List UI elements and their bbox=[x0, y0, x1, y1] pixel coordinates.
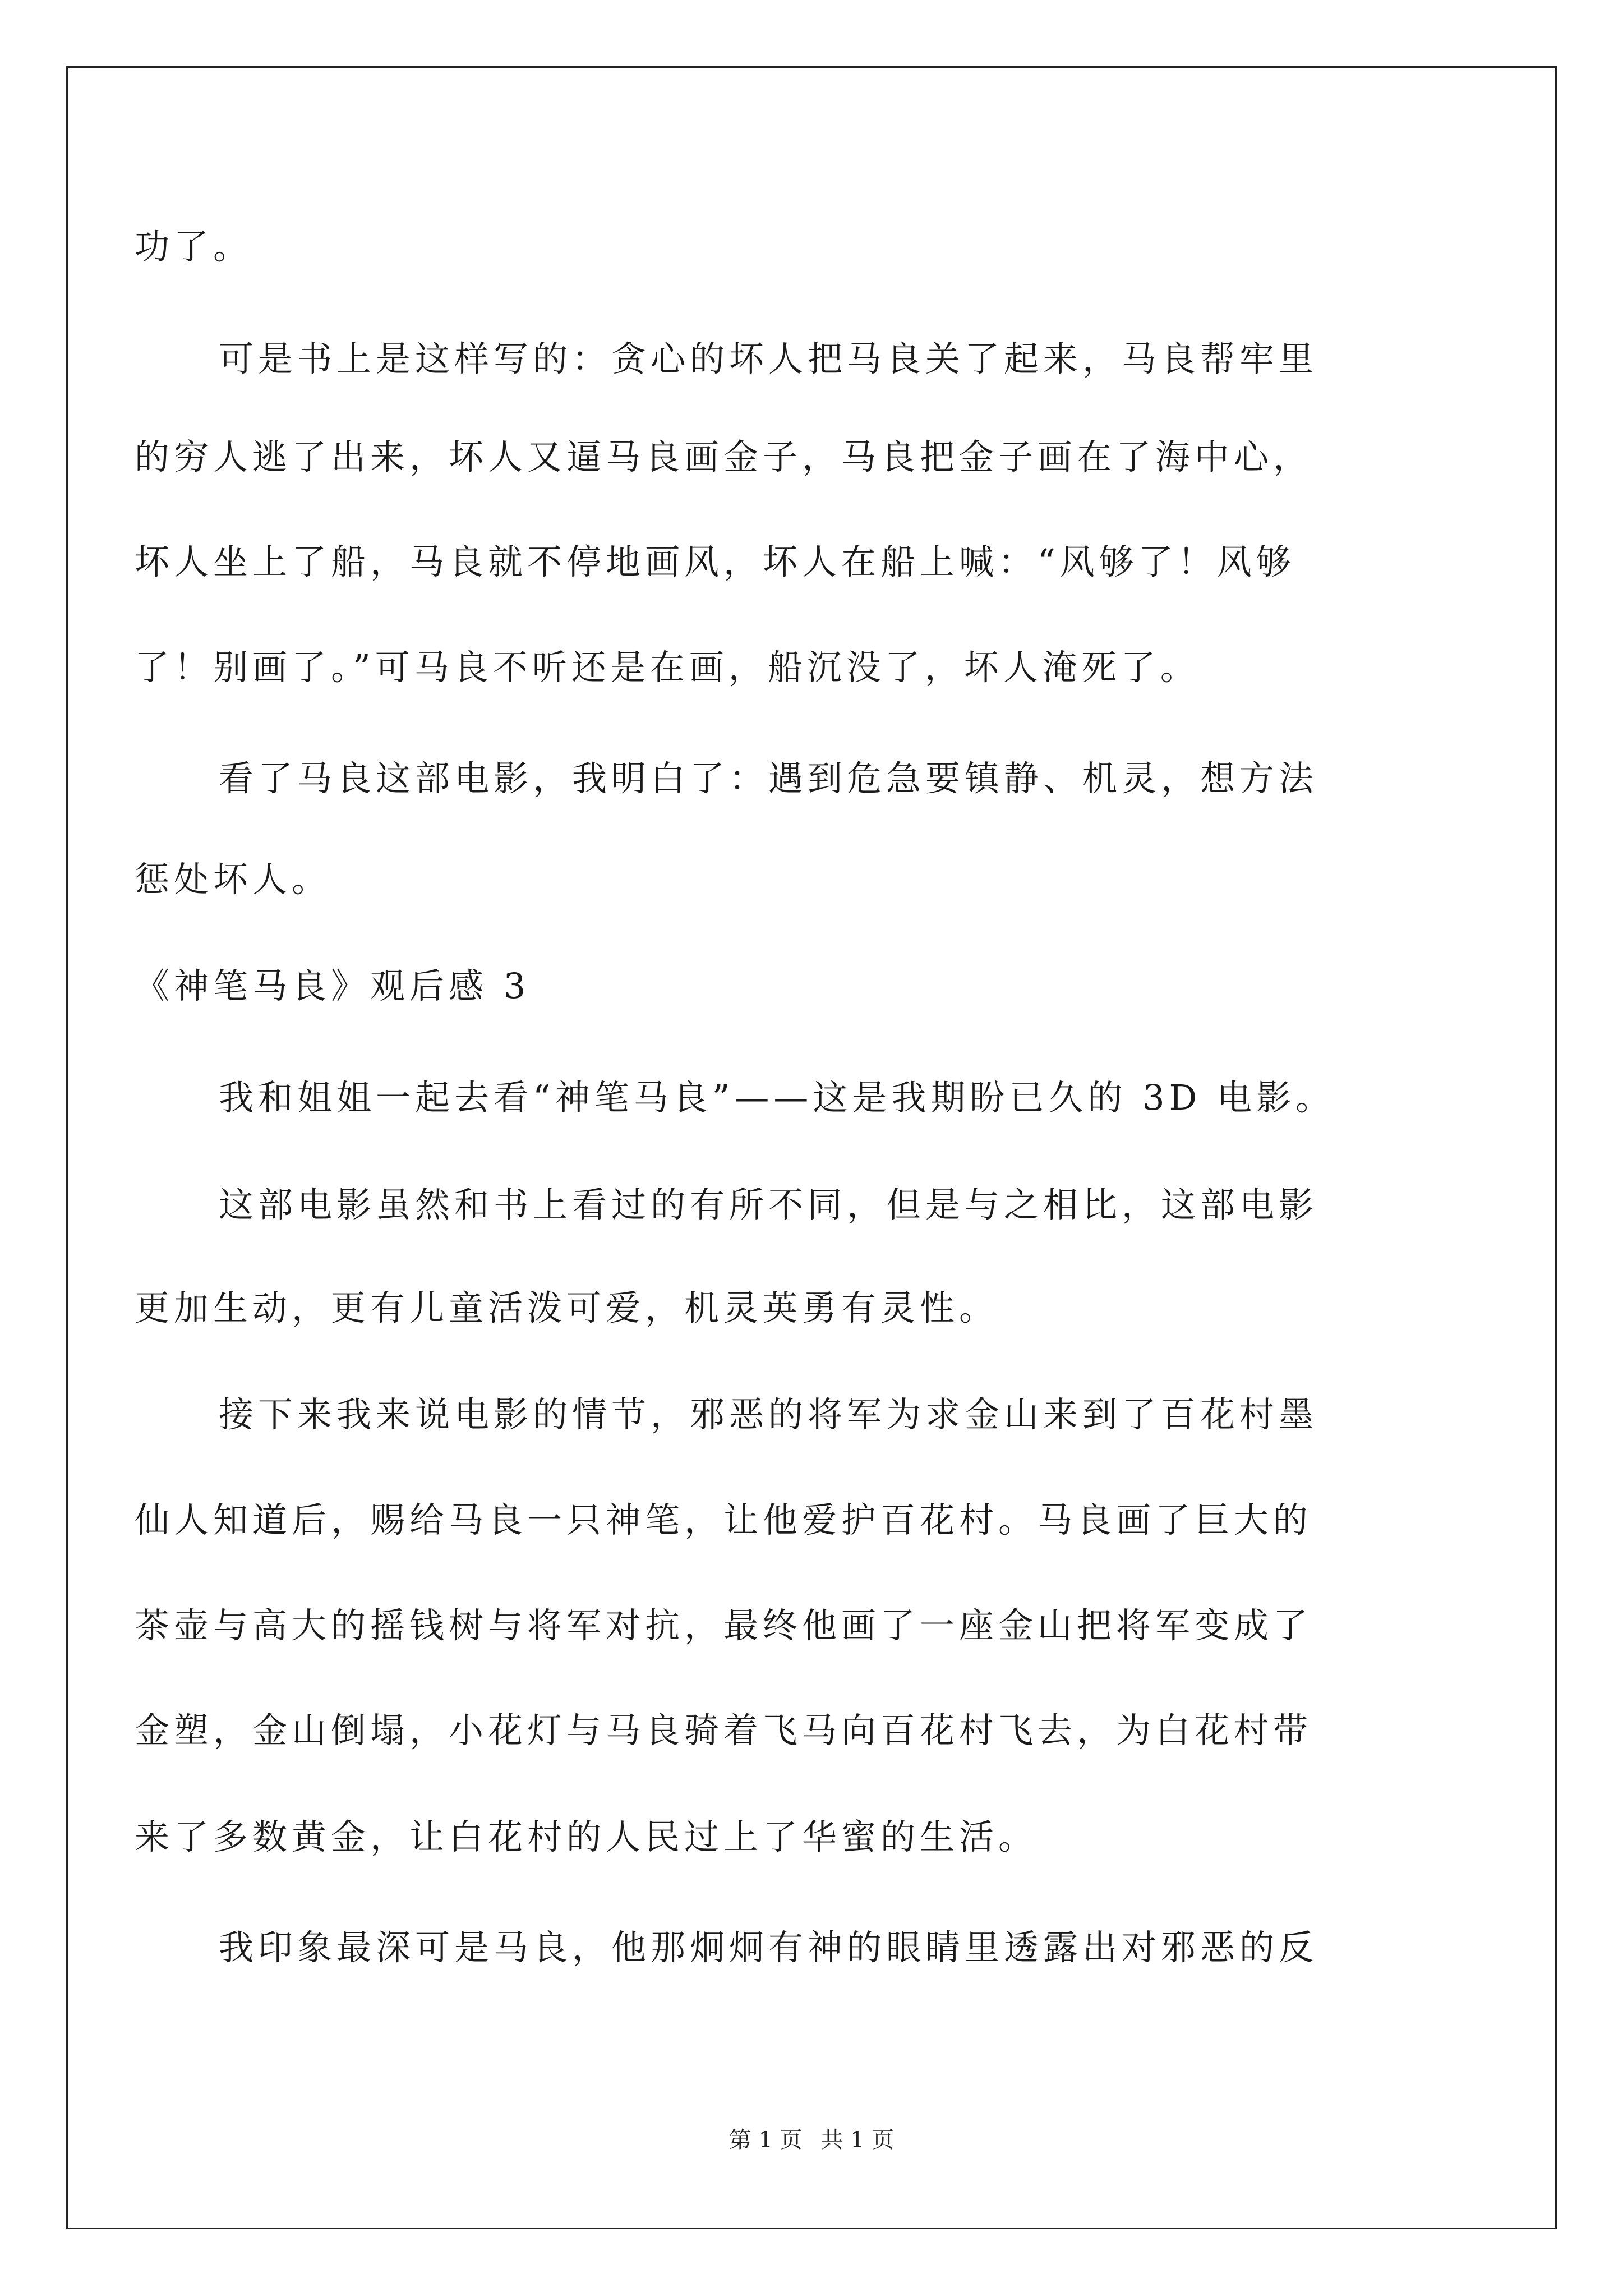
text-line: 茶壶与高大的摇钱树与将军对抗，最终他画了一座金山把将军变成了 bbox=[135, 1605, 1313, 1646]
text-line: 看了马良这部电影，我明白了：遇到危急要镇静、机灵，想方法 bbox=[219, 758, 1318, 799]
text-line: 仙人知道后，赐给马良一只神笔，让他爱护百花村。马良画了巨大的 bbox=[135, 1499, 1313, 1540]
text-line: 我印象最深可是马良，他那炯炯有神的眼睛里透露出对邪恶的反 bbox=[219, 1927, 1318, 1968]
page-total: 共 1 页 bbox=[820, 2127, 895, 2153]
text-line: 接下来我来说电影的情节，邪恶的将军为求金山来到了百花村墨 bbox=[219, 1394, 1318, 1435]
text-line: 坏人坐上了船，马良就不停地画风，坏人在船上喊：“风够了！风够 bbox=[135, 541, 1295, 582]
page-border bbox=[66, 66, 1557, 2229]
text-line: 了！别画了。”可马良不听还是在画，船沉没了，坏人淹死了。 bbox=[135, 647, 1200, 688]
text-line: 可是书上是这样写的：贪心的坏人把马良关了起来，马良帮牢里 bbox=[219, 338, 1318, 379]
section-heading: 《神笔马良》观后感 3 bbox=[135, 965, 531, 1006]
text-line: 功了。 bbox=[135, 226, 253, 267]
page-footer bbox=[0, 2126, 1623, 2154]
page-number: 第 1 页 bbox=[728, 2127, 803, 2153]
text-line: 这部电影虽然和书上看过的有所不同，但是与之相比，这部电影 bbox=[219, 1184, 1318, 1225]
text-line: 金塑，金山倒塌，小花灯与马良骑着飞马向百花村飞去，为白花村带 bbox=[135, 1710, 1313, 1751]
text-line: 更加生动，更有儿童活泼可爱，机灵英勇有灵性。 bbox=[135, 1287, 999, 1328]
text-line: 我和姐姐一起去看“神笔马良”——这是我期盼已久的 3D 电影。 bbox=[219, 1077, 1335, 1118]
text-line: 的穷人逃了出来，坏人又逼马良画金子，马良把金子画在了海中心， bbox=[135, 436, 1313, 477]
text-line: 来了多数黄金，让白花村的人民过上了华蜜的生活。 bbox=[135, 1816, 1038, 1857]
text-line: 惩处坏人。 bbox=[135, 859, 331, 900]
